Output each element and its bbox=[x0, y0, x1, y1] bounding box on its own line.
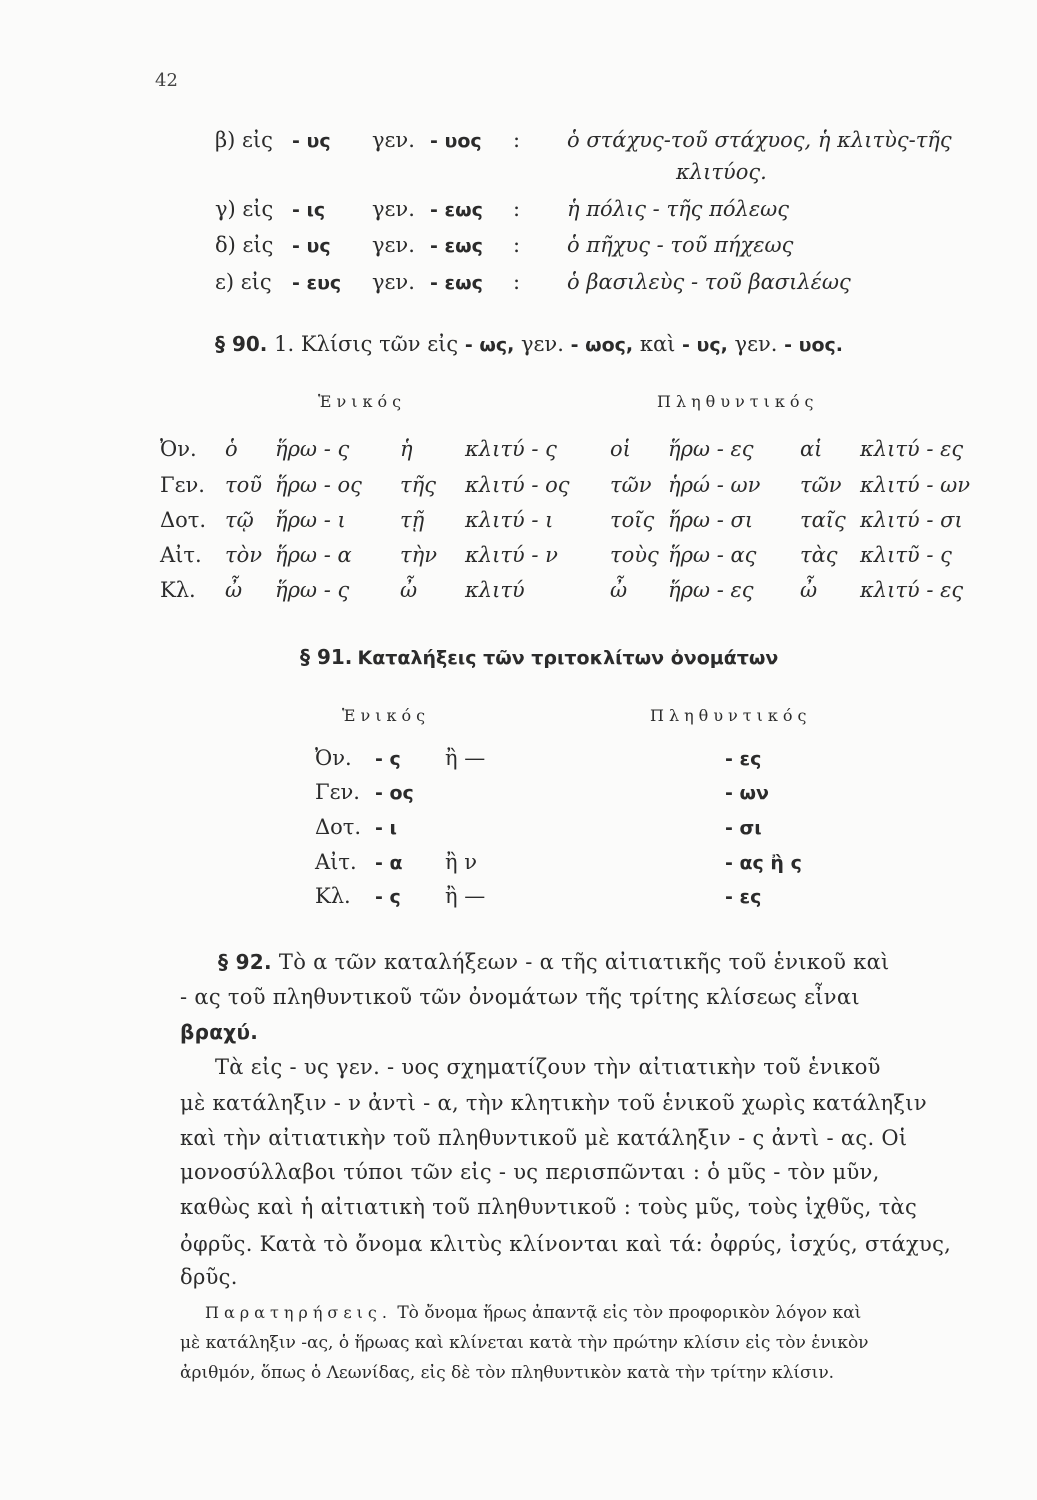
section-90-mark: § 90. bbox=[215, 332, 268, 356]
table-91-cell: - ς bbox=[375, 886, 401, 908]
note-label: Παρατηρήσεις. bbox=[205, 1303, 392, 1322]
ending-b-label: β) εἰς bbox=[215, 128, 273, 152]
table-91-cell: - ες bbox=[725, 748, 762, 770]
section-91-title: Καταλήξεις τῶν τριτοκλίτων ὀνομάτων bbox=[357, 647, 779, 669]
case-label: Ὀν. bbox=[315, 746, 352, 770]
table-90-cell: κλιτύ - ες bbox=[860, 437, 964, 461]
section-90-gen-2: γεν. bbox=[734, 332, 778, 356]
colon: : bbox=[513, 128, 521, 152]
note-line-1 bbox=[205, 1303, 861, 1323]
table-90-cell: κλιτύ - ες bbox=[860, 578, 964, 602]
section-90-ending-4: - υος. bbox=[784, 334, 843, 356]
ending-c-example: ἡ πόλις - τῆς πόλεως bbox=[567, 197, 789, 221]
table-90-cell: κλιτύ - ν bbox=[465, 543, 558, 567]
section-92-line-5: μὲ κατάληξιν - ν ἀντὶ - α, τὴν κλητικὴν τοῦ ἑνικοῦ χωρὶς κατάληξιν bbox=[180, 1091, 927, 1115]
ending-d-label: δ) εἰς bbox=[215, 233, 274, 257]
case-label: Γεν. bbox=[160, 473, 205, 497]
table-90-cell: ἥρω - ς bbox=[275, 578, 350, 602]
ending-d-gen-prefix: γεν. bbox=[372, 233, 415, 257]
page-number: 42 bbox=[155, 70, 178, 91]
section-92-line-2: - ας τοῦ πληθυντικοῦ τῶν ὀνομάτων τῆς τρίτης κλίσεως εἶναι bbox=[180, 985, 860, 1009]
ending-b-example: ὁ στάχυς-τοῦ στάχυος, ἡ κλιτὺς-τῆς bbox=[567, 128, 952, 152]
table-90-cell: τὸν bbox=[225, 543, 263, 567]
table-90-cell: ἥρω - ες bbox=[668, 437, 754, 461]
ending-b-ending: - υς bbox=[292, 130, 331, 152]
table-91-cell: ἢ — bbox=[445, 884, 486, 908]
ending-e-ending: - ευς bbox=[292, 272, 342, 294]
ending-e-example: ὁ βασιλεὺς - τοῦ βασιλέως bbox=[567, 270, 851, 294]
table-90-cell: ὦ bbox=[400, 578, 418, 602]
section-92-line-4: Τὰ εἰς - υς γεν. - υος σχηματίζουν τὴν αἰτιατικὴν τοῦ ἑνικοῦ bbox=[215, 1055, 881, 1079]
section-92-mark: § 92. bbox=[218, 950, 272, 974]
table-90-cell: τῶν bbox=[800, 473, 842, 497]
table-90-cell: κλιτύ - ι bbox=[465, 508, 554, 532]
section-90-gen-1: γεν. bbox=[521, 332, 564, 356]
table-91-cell: - ας ἢ ς bbox=[725, 852, 802, 874]
table-91-cell: - ων bbox=[725, 782, 769, 804]
ending-b-gen-prefix: γεν. bbox=[372, 128, 415, 152]
table-91-cell: - σι bbox=[725, 817, 762, 839]
table-90-cell: ἥρω - ος bbox=[275, 473, 362, 497]
section-91-heading bbox=[300, 645, 778, 669]
table-91-cell: - ος bbox=[375, 782, 414, 804]
table-90-cell: ὁ bbox=[225, 437, 238, 461]
section-90-and: καὶ bbox=[639, 332, 676, 356]
table-90-cell: ὦ bbox=[610, 578, 628, 602]
table-90-cell: κλιτύ - ς bbox=[465, 437, 557, 461]
section-90-num: 1. bbox=[274, 332, 295, 356]
table-90-cell: ἡρώ - ων bbox=[668, 473, 761, 497]
case-label: Γεν. bbox=[315, 780, 360, 804]
ending-d-ending: - υς bbox=[292, 235, 331, 257]
table-91-cell: - ς bbox=[375, 748, 401, 770]
section-92-line-7: μονοσύλλαβοι τύποι τῶν εἰς - υς περισπῶνται : ὁ μῦς - τὸν μῦν, bbox=[180, 1160, 880, 1184]
ending-c-label: γ) εἰς bbox=[215, 197, 274, 221]
table-90-cell: τοῦ bbox=[225, 473, 263, 497]
note-line-1-text: Τὸ ὄνομα ἥρως ἀπαντᾷ εἰς τὸν προφορικὸν λόγον καὶ bbox=[397, 1303, 862, 1323]
table-90-cell: τῆς bbox=[400, 473, 436, 497]
ending-c-gen-prefix: γεν. bbox=[372, 197, 415, 221]
table-90-cell: ἥρω - ι bbox=[275, 508, 346, 532]
table-90-cell: αἱ bbox=[800, 437, 823, 461]
table-90-cell: κλιτύ bbox=[465, 578, 525, 602]
table-90-cell: ἥρω - ας bbox=[668, 543, 757, 567]
section-92-line-1 bbox=[218, 950, 890, 974]
section-92-line-6: καὶ τὴν αἰτιατικὴν τοῦ πληθυντικοῦ μὲ κατάληξιν - ς ἀντὶ - ας. Οἱ bbox=[180, 1126, 908, 1150]
table-90-cell: τῶν bbox=[610, 473, 652, 497]
table-91-singular-header: Ἑνικός bbox=[342, 706, 431, 725]
section-90-ending-1: - ως, bbox=[464, 334, 515, 356]
table-90-cell: τοῖς bbox=[610, 508, 655, 532]
table-90-cell: ἥρω - σι bbox=[668, 508, 754, 532]
case-label: Κλ. bbox=[315, 884, 351, 908]
section-92-line-1-text: Τὸ α τῶν καταλήξεων - α τῆς αἰτιατικῆς τοῦ ἑνικοῦ καὶ bbox=[278, 950, 890, 974]
section-92-line-8: καθὼς καὶ ἡ αἰτιατικὴ τοῦ πληθυντικοῦ : τοὺς μῦς, τοὺς ἰχθῦς, τὰς bbox=[180, 1195, 918, 1219]
table-90-cell: ἥρω - ς bbox=[275, 437, 350, 461]
table-90-cell: τοὺς bbox=[610, 543, 659, 567]
table-90-cell: τῷ bbox=[225, 508, 254, 532]
table-91-cell: - ι bbox=[375, 817, 397, 839]
table-90-cell: ὦ bbox=[800, 578, 818, 602]
table-90-cell: ταῖς bbox=[800, 508, 846, 532]
table-90-cell: ἥρω - α bbox=[275, 543, 352, 567]
section-92-line-3: βραχύ. bbox=[180, 1020, 259, 1044]
case-label: Κλ. bbox=[160, 578, 196, 602]
table-91-cell: - α bbox=[375, 852, 403, 874]
table-90-cell: τῇ bbox=[400, 508, 425, 532]
table-91-plural-header: Πληθυντικός bbox=[650, 706, 812, 725]
table-91-cell: ἢ ν bbox=[445, 850, 478, 874]
case-label: Ὀν. bbox=[160, 437, 197, 461]
colon: : bbox=[513, 270, 521, 294]
case-label: Αἰτ. bbox=[315, 850, 357, 874]
table-91-cell: ἢ — bbox=[445, 746, 486, 770]
case-label: Δοτ. bbox=[160, 508, 207, 532]
table-91-cell: - ες bbox=[725, 886, 762, 908]
table-90-cell: ἡ bbox=[400, 437, 413, 461]
note-line-2: μὲ κατάληξιν -ας, ὁ ἥρωας καὶ κλίνεται κατὰ τὴν πρώτην κλίσιν εἰς τὸν ἑνικὸν bbox=[180, 1333, 869, 1353]
case-label: Δοτ. bbox=[315, 815, 362, 839]
section-90-ending-2: - ωος, bbox=[570, 334, 634, 356]
colon: : bbox=[513, 233, 521, 257]
ending-b-example-cont: κλιτύος. bbox=[676, 160, 767, 184]
section-90-title: Κλίσις τῶν εἰς bbox=[300, 332, 459, 356]
ending-d-gen: - εως bbox=[430, 235, 483, 257]
section-90-ending-3: - υς, bbox=[682, 334, 728, 356]
colon: : bbox=[513, 197, 521, 221]
table-90-cell: οἱ bbox=[610, 437, 631, 461]
section-90-heading bbox=[215, 332, 843, 356]
table-90-cell: τὴν bbox=[400, 543, 437, 567]
table-90-cell: τὰς bbox=[800, 543, 838, 567]
ending-b-gen: - υος bbox=[430, 130, 482, 152]
section-92-line-10: δρῦς. bbox=[180, 1265, 238, 1289]
table-90-cell: ὦ bbox=[225, 578, 243, 602]
table-90-cell: κλιτύ - ος bbox=[465, 473, 570, 497]
ending-e-label: ε) εἰς bbox=[215, 270, 272, 294]
case-label: Αἰτ. bbox=[160, 543, 202, 567]
table-90-cell: ἥρω - ες bbox=[668, 578, 754, 602]
table-90-cell: κλιτῦ - ς bbox=[860, 543, 952, 567]
ending-d-example: ὁ πῆχυς - τοῦ πήχεως bbox=[567, 233, 794, 257]
ending-c-ending: - ις bbox=[292, 199, 326, 221]
section-92-line-9: ὀφρῦς. Κατὰ τὸ ὄνομα κλιτὺς κλίνονται καὶ τά: ὀφρύς, ἰσχύς, στάχυς, bbox=[180, 1232, 952, 1256]
ending-c-gen: - εως bbox=[430, 199, 483, 221]
table-90-plural-header: Πληθυντικός bbox=[657, 392, 819, 411]
table-90-cell: κλιτύ - σι bbox=[860, 508, 963, 532]
ending-e-gen: - εως bbox=[430, 272, 483, 294]
table-90-cell: κλιτύ - ων bbox=[860, 473, 971, 497]
ending-e-gen-prefix: γεν. bbox=[372, 270, 415, 294]
table-90-singular-header: Ἑνικός bbox=[318, 392, 407, 411]
note-line-3: ἀριθμόν, ὅπως ὁ Λεωνίδας, εἰς δὲ τὸν πληθυντικὸν κατὰ τὴν τρίτην κλίσιν. bbox=[180, 1363, 835, 1383]
section-91-mark: § 91. bbox=[300, 645, 353, 669]
